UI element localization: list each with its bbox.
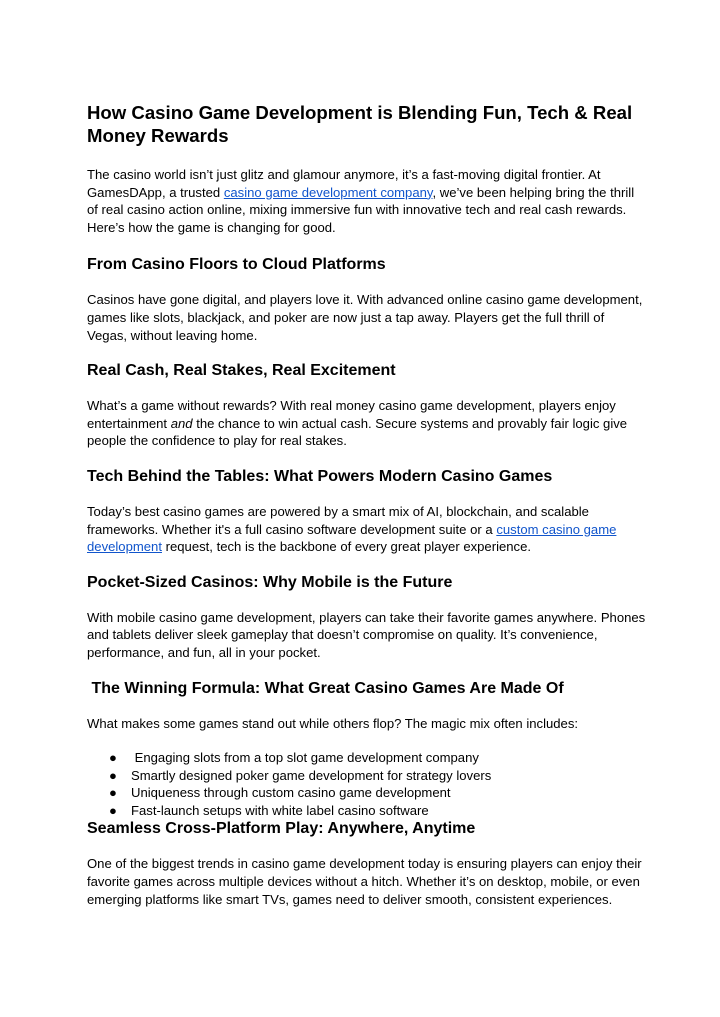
list-item-text: Uniqueness through custom casino game development	[131, 785, 451, 801]
custom-casino-game-development-link[interactable]: custom casino game development	[87, 521, 617, 555]
section-heading-mobile: Pocket-Sized Casinos: Why Mobile is the Future	[87, 573, 453, 591]
real-cash-text-start: What’s a game without rewards? With real money casino game development, players enjoy entertainment	[87, 398, 616, 431]
list-item-text: Engaging slots from a top slot game development company	[131, 750, 479, 766]
section-paragraph-tech	[87, 503, 647, 556]
section-heading-tech: Tech Behind the Tables: What Powers Modern Casino Games	[87, 467, 553, 485]
section-heading-winning-formula: The Winning Formula: What Great Casino Games Are Made Of	[87, 679, 564, 697]
intro-text-start: The casino world isn’t just glitz and glamour anymore, it’s a fast-moving digital frontier. At GamesDApp, a trusted	[87, 167, 601, 200]
list-item-text: Smartly designed poker game development for strategy lovers	[131, 767, 492, 783]
page-title: How Casino Game Development is Blending Fun, Tech & Real Money Rewards	[87, 102, 633, 146]
casino-game-development-company-link[interactable]: casino game development company	[223, 184, 433, 200]
section-paragraph-winning-formula: What makes some games stand out while others flop? The magic mix often includes:	[87, 715, 579, 731]
bullet-icon: ●	[109, 750, 117, 766]
tech-text-start: Today’s best casino games are powered by a smart mix of AI, blockchain, and scalable frameworks. Whether it's a full casino software development suite or a	[87, 503, 589, 537]
document-body	[87, 101, 647, 908]
section-heading-real-cash: Real Cash, Real Stakes, Real Excitement	[87, 362, 396, 380]
intro-text-end: , we’ve been helping bring the thrill of real casino action online, mixing immersive fun with innovative tech and real cash rewards. Here’s how the game is changing for good.	[87, 184, 635, 235]
bullet-icon: ●	[109, 802, 117, 818]
intro-paragraph	[87, 166, 647, 236]
real-cash-emphasis: and	[170, 415, 193, 431]
list-item	[87, 749, 647, 767]
section-heading-cross-platform: Seamless Cross-Platform Play: Anywhere, Anytime	[87, 820, 476, 838]
real-cash-text-end: the chance to win actual cash. Secure systems and provably fair logic give people the confidence to play for real stakes.	[87, 415, 628, 449]
list-item	[87, 802, 647, 820]
section-paragraph-cross-platform: One of the biggest trends in casino game development today is ensuring players can enjoy their favorite games across multiple devices without a hitch. Whether it’s on desktop, mobile, or even emerging platforms like smart TVs, games need to deliver smooth, consistent experiences.	[87, 856, 642, 907]
list-item	[87, 784, 647, 802]
tech-text-end: request, tech is the backbone of every great player experience.	[161, 539, 532, 555]
bullet-icon: ●	[109, 785, 117, 801]
section-paragraph-cloud-platforms: Casinos have gone digital, and players love it. With advanced online casino game development, games like slots, blackjack, and poker are now just a tap away. Players get the full thrill of Vegas, without leaving home.	[87, 292, 643, 343]
feature-list	[87, 749, 647, 819]
section-paragraph-real-cash	[87, 397, 647, 450]
list-item	[87, 767, 647, 785]
section-heading-cloud-platforms: From Casino Floors to Cloud Platforms	[87, 256, 386, 274]
section-paragraph-mobile: With mobile casino game development, players can take their favorite games anywhere. Phones and tablets deliver sleek gameplay that doesn’t compromise on quality. It’s convenience, performance, and fun, all in your pocket.	[87, 609, 646, 660]
bullet-icon: ●	[109, 767, 117, 783]
list-item-text: Fast-launch setups with white label casino software	[131, 802, 429, 818]
